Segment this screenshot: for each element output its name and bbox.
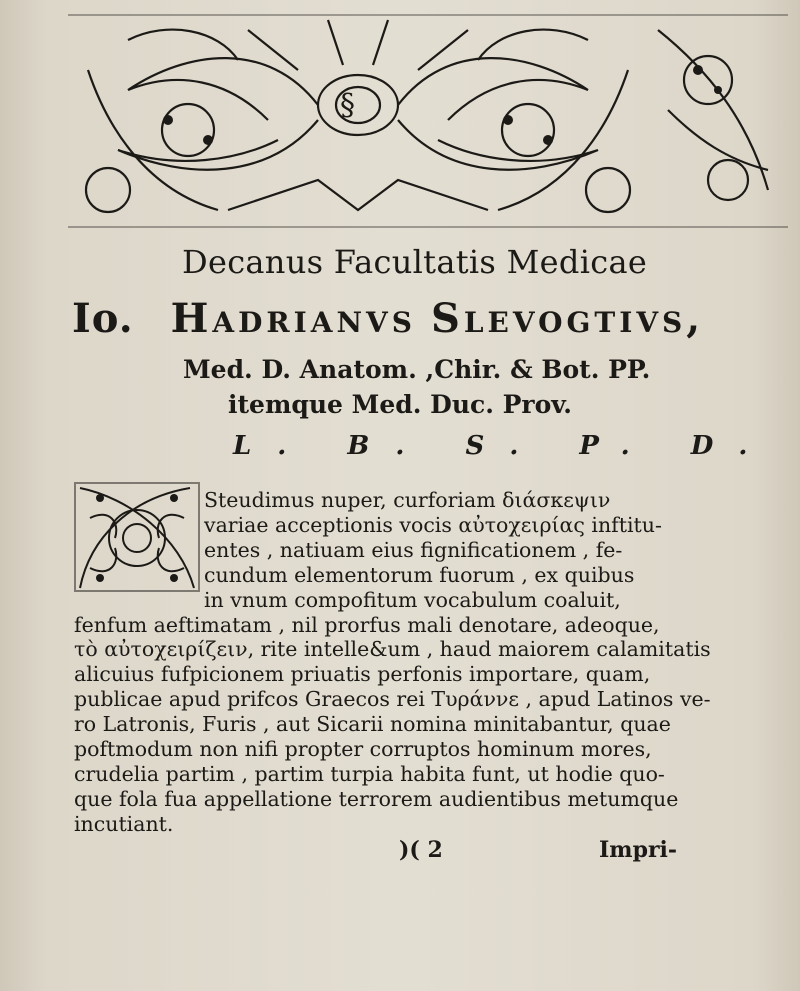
- svg-text:§: §: [340, 88, 355, 123]
- text-line: alicuius fufpicionem priuatis perfonis importare, quam,: [74, 662, 651, 687]
- text-line: cundum elementorum fuorum , ex quibus: [204, 562, 635, 587]
- text-line: poftmodum non nifi propter corruptos hominum mores,: [74, 737, 652, 762]
- salutation: L. B. S. P. D.: [233, 431, 774, 461]
- name-last: Slevogtivs,: [430, 295, 705, 342]
- catchword: Impri-: [599, 837, 678, 863]
- text-line: incutiant.: [74, 811, 174, 836]
- author-name: [72, 295, 704, 342]
- page-footer: [74, 837, 744, 877]
- text-line: τὸ αὐτοχειρίζειν, rite intelle&um , haud maiorem calamitatis: [74, 637, 711, 662]
- text-line: ro Latronis, Furis , aut Sicarii nomina minitabantur, quae: [74, 712, 671, 737]
- degrees-line-2: itemque Med. Duc. Prov.: [228, 390, 572, 419]
- signature-mark: )( 2: [399, 837, 443, 863]
- body-text: [74, 488, 744, 837]
- text-line: publicae apud prifcos Graecos rei Τυράννε , apud Latinos ve-: [74, 687, 711, 712]
- name-first: Hadrianvs: [170, 295, 416, 342]
- text-line: variae acceptionis vocis αὐτοχειρίας inftitu-: [204, 512, 662, 537]
- name-prefix: Io.: [72, 295, 134, 342]
- ornament-headpiece-icon: [68, 10, 788, 232]
- degrees-line: Med. D. Anatom. ,Chir. & Bot. PP.: [183, 355, 651, 384]
- text-line: que fola fua appellatione terrorem audientibus metumque: [74, 786, 679, 811]
- text-line: in vnum compofitum vocabulum coaluit,: [204, 587, 621, 612]
- text-line: crudelia partim , partim turpia habita funt, ut hodie quo-: [74, 761, 665, 786]
- text-line: fenfum aeftimatam , nil prorfus mali denotare, adeoque,: [74, 612, 660, 637]
- text-line: Steudimus nuper, curforiam διάσκεψιν: [204, 488, 611, 512]
- dean-title: Decanus Facultatis Medicae: [182, 243, 648, 281]
- text-line: entes , natiuam eius fignificationem , fe-: [204, 537, 623, 562]
